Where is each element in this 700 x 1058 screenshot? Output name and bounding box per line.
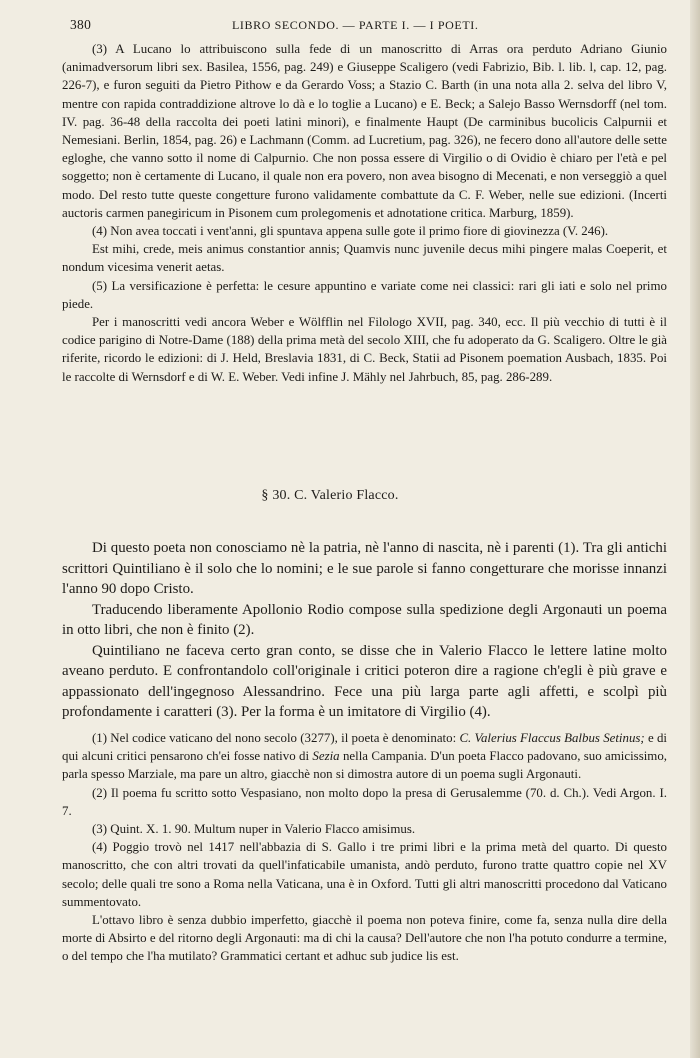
bottom-footnotes bbox=[62, 729, 667, 966]
top-footnotes bbox=[62, 40, 667, 386]
main-paragraph: Traducendo liberamente Apollonio Rodio compose sulla spedizione degli Argonauti un poema in otto libri, che non è finito (2). bbox=[62, 601, 667, 638]
page-spine-shadow bbox=[690, 0, 700, 1058]
main-paragraph: Di questo poeta non conosciamo nè la patria, nè l'anno di nascita, nè i parenti (1). Tra gli antichi scrittori Quintiliano è il solo che lo nomini; e le sue parole si fanno congetturare che morisse innanzi l'anno 90 dopo Cristo. bbox=[62, 540, 667, 597]
latin-name: C. Valerius Flaccus Balbus Setinus; bbox=[459, 731, 645, 745]
footnote-4b: (4) Poggio trovò nel 1417 nell'abbazia di S. Gallo i tre primi libri e la prima metà del quarto. Di questo manoscritto, che con altri trovati da quell'infaticabile umanista, andò perduto, furono tratte quattro copie nel XV secolo; delle quali tre sono a Roma nella Vaticana, una è in Oxford. Tutti gli altri manoscritti procedono dal Vaticano summentovato. bbox=[62, 840, 667, 909]
footnote-4: (4) Non avea toccati i vent'anni, gli spuntava appena sulle gote il primo fiore di giovinezza (V. 246). bbox=[92, 224, 609, 239]
section-title: C. Valerio Flacco. bbox=[294, 488, 399, 503]
main-paragraph: Quintiliano ne faceva certo gran conto, se disse che in Valerio Flacco le lettere latine molto aveano perduto. E confrontandolo coll'originale i critici poteron dire a ragione ch'egli è più grave e appassionato dell'ingegnoso Alessandrino. Fece una più larga parte agli affetti, e scolpì più profondamente i caratteri (3). Per la forma è un imitatore di Virgilio (4). bbox=[62, 642, 667, 720]
footnote-1: (1) Nel codice vaticano del nono secolo (3277), il poeta è denominato: C. Valerius Flaccus Balbus Setinus; e di qui alcuni critici pensarono ch'ei fosse nativo di Sezia nella Campania. D'un poeta Flacco padovano, suo amicissimo, parla spesso Marziale, ma pare un altro, giacchè non si dimostra autore di un poema sugli Argonauti. bbox=[62, 731, 667, 782]
page-number: 380 bbox=[70, 17, 92, 32]
footnote-2: (2) Il poema fu scritto sotto Vespasiano, non molto dopo la presa di Gerusalemme (70. d. Ch.). Vedi Argon. I. 7. bbox=[62, 785, 667, 818]
main-text bbox=[62, 538, 667, 723]
footnote-5: (5) La versificazione è perfetta: le cesure appuntino e variate come nei classici: rari gli iati e solo nel primo piede. bbox=[62, 278, 667, 311]
manuscripts-note: Per i manoscritti vedi ancora Weber e Wölfflin nel Filologo XVII, pag. 340, ecc. Il più vecchio di tutti è il codice parigino di Notre-Dame (188) della prima metà del secolo XIII, che fu adoperato da G. Scaligero. Oltre le già riferite, ricordo le edizioni: di J. Held, Breslavia 1831, di C. Beck, Statii ad Pisonem poemation Ausbach, 1835. Poi le raccolte di Wernsdorf e di W. E. Weber. Vedi infine J. Mähly nel Jahrbuch, 85, pag. 286-289. bbox=[62, 315, 667, 384]
section-heading bbox=[0, 488, 700, 504]
running-title: LIBRO SECONDO. — PARTE I. — I POETI. bbox=[232, 18, 479, 32]
footnote-3: (3) A Lucano lo attribuiscono sulla fede di un manoscritto di Arras ora perduto Adriano Giunio (animadversorum libri sex. Basilea, 1556, pag. 249) e Giuseppe Scaligero (vedi Fabrizio, Bib. l. lib. l, cap. 12, pag. 226-7), e furon seguiti da Pietro Pithow e da Gerardo Voss; a Stazio C. Barth (in una nota alla 2. selva del libro V, mentre con rapida contraddizione altrove lo dà e lo toglie a Lucano) e E. Beck; a Salejo Basso Wernsdorff (nel tom. IV. pag. 36-48 della raccolta dei poeti latini minori), e finalmente Haupt (De carminibus bucolicis Calpurnii et Nemesiani. Berlin, 1854, pag. 26) e Lachmann (Comm. ad Lucretium, pag. 326), ne fecero dono all'autore delle sette egloghe, che vanno sotto il nome di Calpurnio. Che non possa essere di Virgilio o di Ovidio è chiaro per l'età e pel soggetto; non è certamente di Lucano, il quale non era povero, non avea bisogno di Mecenati, e non verseggiò a quel modo. Del resto tutte queste congetture furono validamente combattute da C. F. Weber, nelle sue edizioni. (Incerti auctoris carmen panegiricum in Pisonem cum prolegomenis et adnotatione critica. Marburg, 1859). bbox=[62, 42, 667, 220]
footnote-3b: (3) Quint. X. 1. 90. Multum nuper in Valerio Flacco amisimus. bbox=[92, 822, 416, 837]
latin-quotation: Est mihi, crede, meis animus constantior annis; Quamvis nunc juvenile decus mihi pingere malas Coeperit, et nondum vicesima venerit aetas. bbox=[62, 242, 667, 275]
page-header bbox=[70, 17, 652, 37]
footnote-continuation: L'ottavo libro è senza dubbio imperfetto, giacchè il poema non poteva finire, come fa, senza nulla dire della morte di Absirto e del ritorno degli Argonauti: ma di chi la causa? Dell'autore che non l'ha potuto condurre a termine, o del tempo che l'ha mutilato? Grammatici certant et adhuc sub judice lis est. bbox=[62, 913, 667, 964]
place-name: Sezia bbox=[312, 749, 340, 764]
section-number: § 30. bbox=[261, 488, 291, 503]
